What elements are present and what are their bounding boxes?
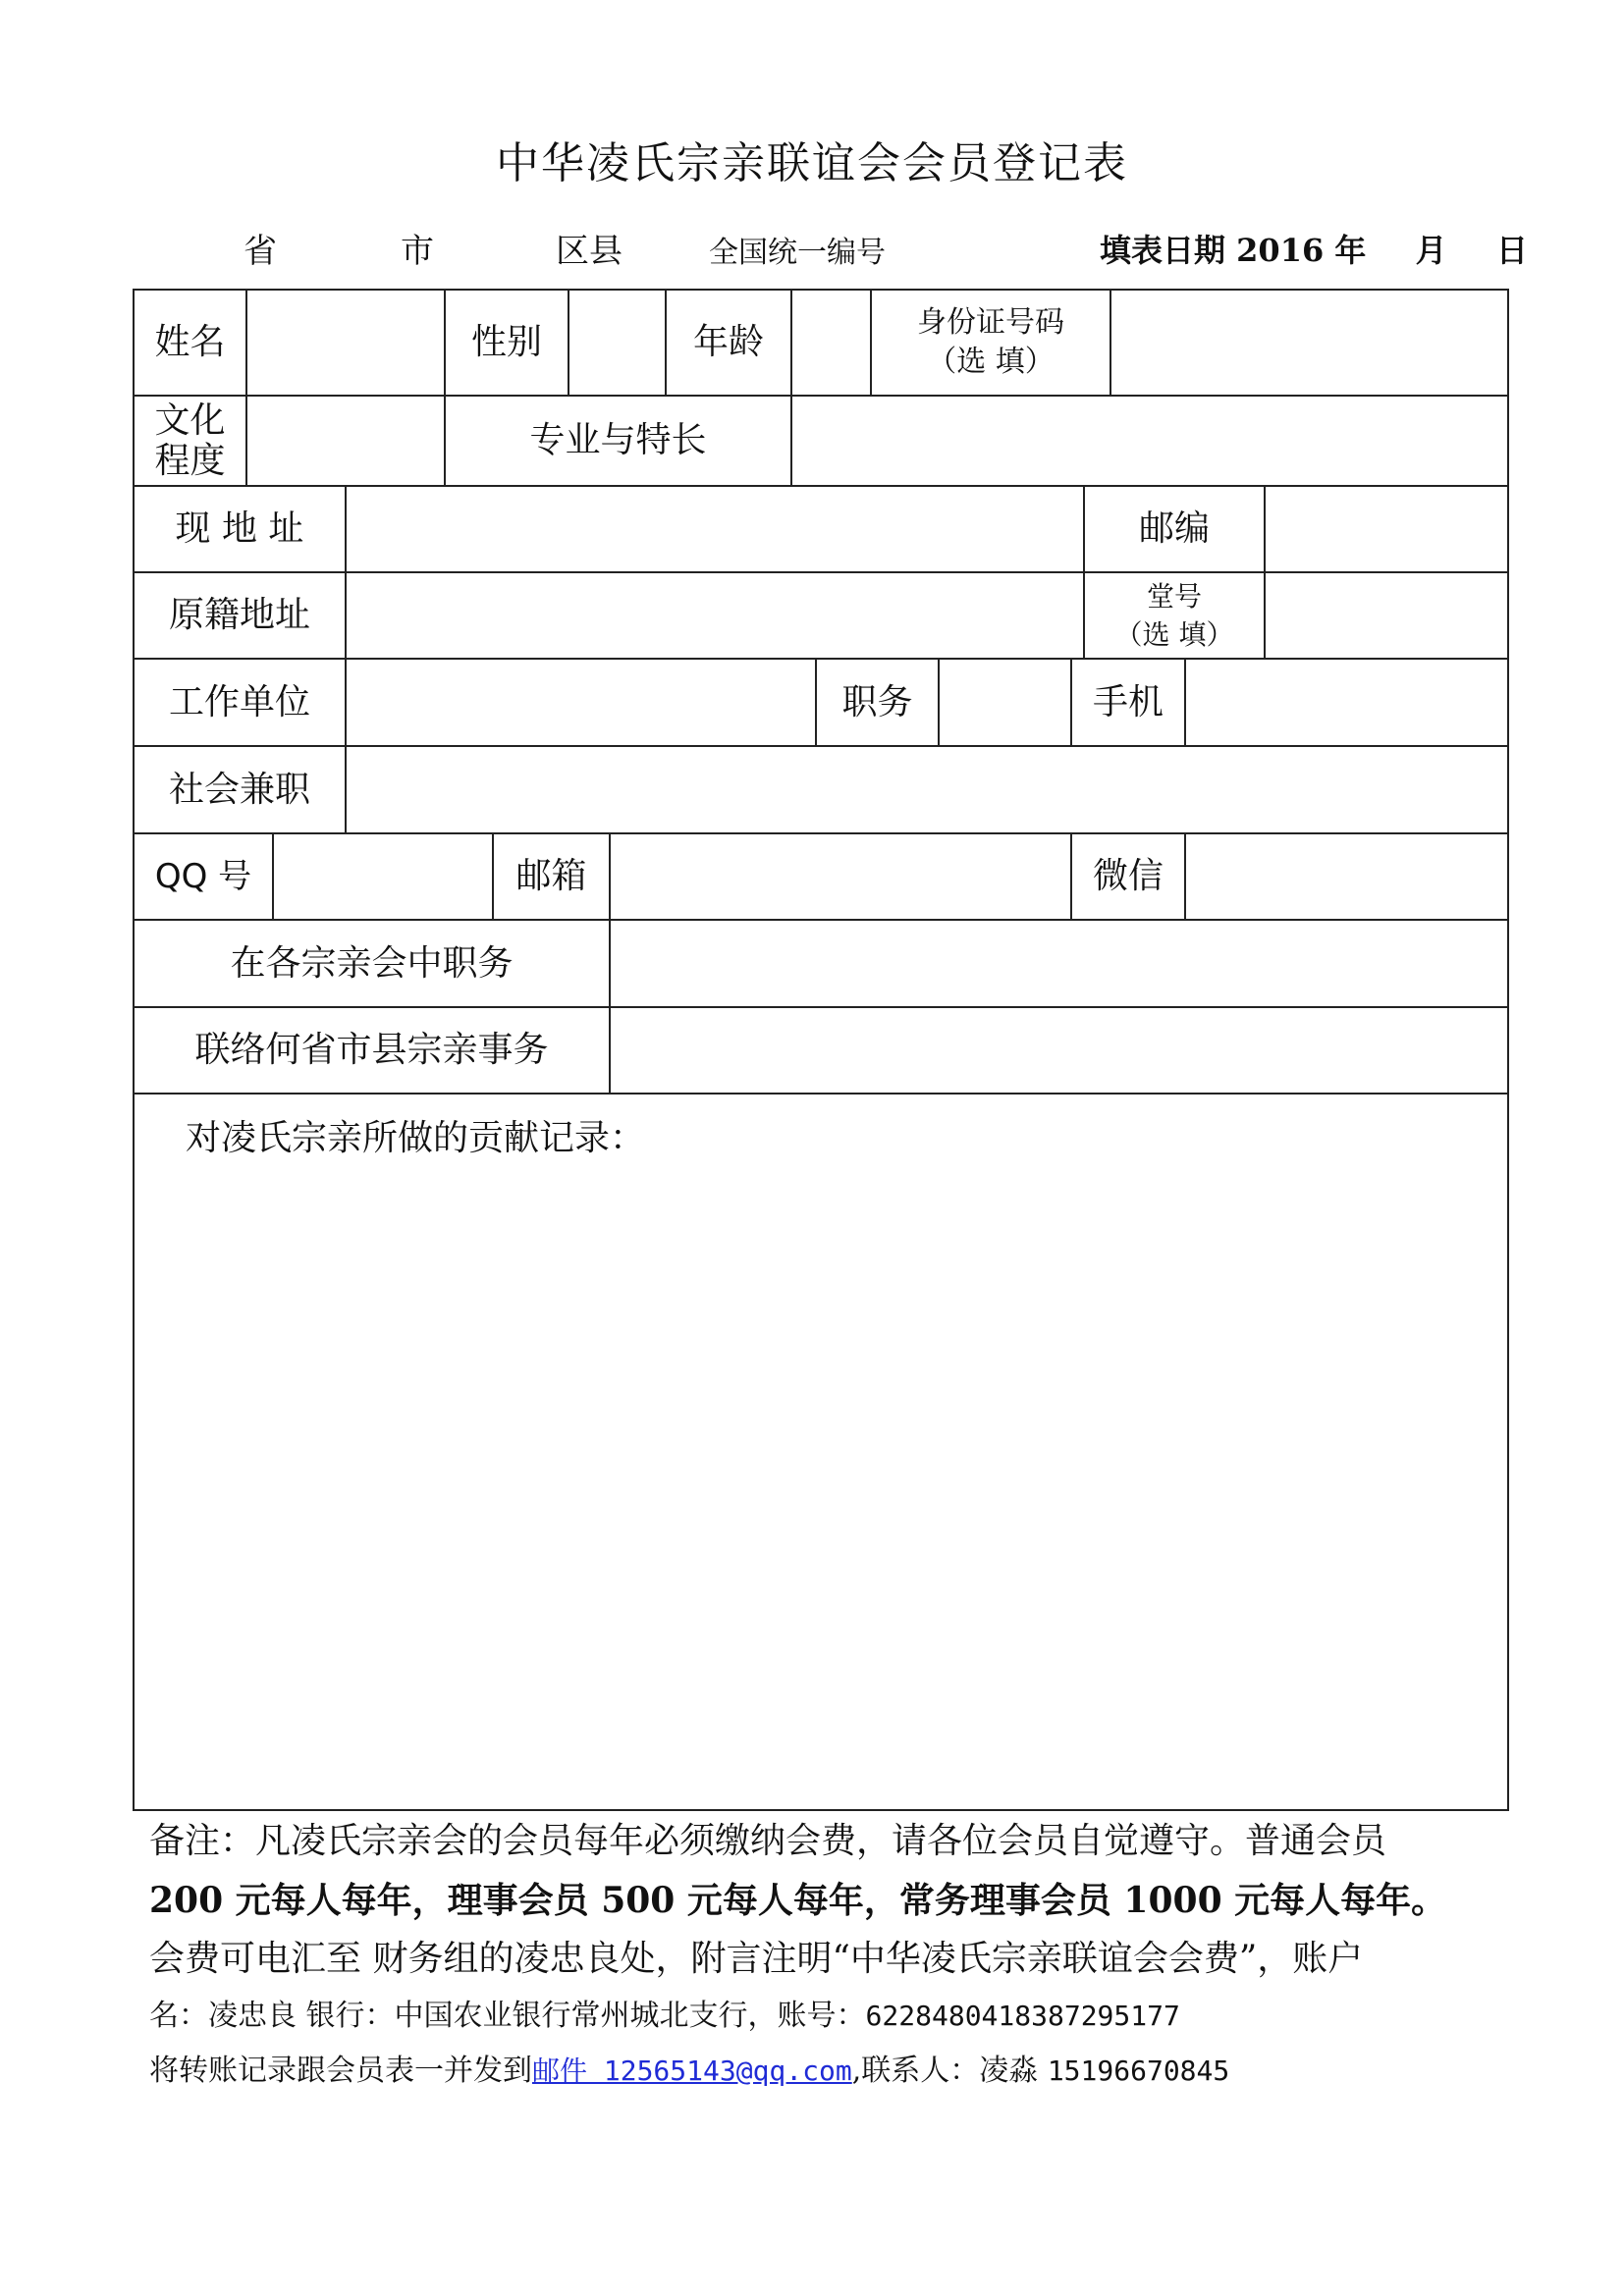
fill-date (1100, 226, 1528, 271)
current-address-label: 现 地 址 (175, 508, 304, 550)
current-address-field[interactable] (347, 487, 1083, 571)
education-label (135, 397, 245, 485)
mobile-label: 手机 (1092, 681, 1164, 722)
fill-date-month: 月 (1415, 232, 1447, 269)
notes-section (149, 1812, 1494, 2099)
clan-positions-label: 在各宗亲会中职务 (230, 942, 514, 984)
send-records-text: 将转账记录跟会员表一并发到 (149, 2054, 532, 2088)
specialty-field[interactable] (792, 397, 1507, 485)
name-label: 姓名 (154, 322, 226, 363)
education-label-line1: 文化 (154, 400, 226, 441)
province-label: 省 (244, 232, 277, 271)
wechat-field[interactable] (1186, 834, 1507, 919)
social-roles-label: 社会兼职 (168, 769, 310, 810)
education-label-line2: 程度 (154, 441, 226, 481)
position-label: 职务 (841, 681, 913, 722)
id-number-optional: （选 填） (927, 345, 1055, 379)
qq-field[interactable] (274, 834, 492, 919)
fill-date-prefix: 填表日期 (1100, 232, 1226, 269)
gender-field[interactable] (569, 291, 665, 395)
hall-name-optional: （选 填） (1114, 618, 1234, 651)
specialty-label: 专业与特长 (529, 420, 707, 461)
hall-name-label-text: 堂号 (1146, 579, 1202, 613)
position-field[interactable] (940, 660, 1070, 745)
notes-line-2: 200 元每人每年，理事会员 500 元每人每年，常务理事会员 1000 元每人每年。 (149, 1880, 1447, 1921)
age-field[interactable] (792, 291, 870, 395)
hall-name-label (1085, 573, 1264, 658)
district-label: 区县 (556, 232, 623, 271)
education-field[interactable] (247, 397, 444, 485)
account-info: 名：凌忠良 银行：中国农业银行常州城北支行，账号： (149, 1999, 866, 2033)
contributions-field[interactable] (135, 1170, 1507, 1808)
email-field[interactable] (611, 834, 1070, 919)
fill-date-year: 2016 (1236, 232, 1325, 269)
native-address-field[interactable] (347, 573, 1083, 658)
id-number-label-text: 身份证号码 (917, 304, 1064, 340)
postcode-field[interactable] (1266, 487, 1507, 571)
liaison-label: 联络何省市县宗亲事务 (194, 1030, 549, 1071)
contact-text: ,联系人：凌淼 (851, 2054, 1048, 2088)
notes-line-5 (149, 2044, 1494, 2099)
liaison-field[interactable] (611, 1008, 1507, 1093)
wechat-label: 微信 (1092, 856, 1164, 897)
postcode-label: 邮编 (1138, 508, 1210, 550)
notes-line-4 (149, 1989, 1494, 2044)
age-label: 年龄 (692, 322, 764, 363)
workplace-field[interactable] (347, 660, 815, 745)
gender-label: 性别 (470, 322, 542, 363)
email-label: 邮箱 (515, 856, 587, 897)
id-number-field[interactable] (1111, 291, 1507, 395)
workplace-label: 工作单位 (168, 681, 310, 722)
social-roles-field[interactable] (347, 747, 1507, 832)
fill-date-day: 日 (1495, 232, 1528, 269)
id-number-label (872, 291, 1110, 395)
national-id-label: 全国统一编号 (709, 236, 886, 270)
fill-date-year-suffix: 年 (1334, 232, 1367, 269)
contact-phone: 15196670845 (1047, 2055, 1230, 2087)
account-number: 6228480418387295177 (865, 2000, 1180, 2032)
name-field[interactable] (247, 291, 444, 395)
form-title: 中华凌氏宗亲联谊会会员登记表 (496, 138, 1128, 188)
notes-line-1: 备注：凡凌氏宗亲会的会员每年必须缴纳会费，请各位会员自觉遵守。普通会员 (149, 1821, 1387, 1861)
native-address-label: 原籍地址 (168, 595, 310, 636)
mobile-field[interactable] (1186, 660, 1507, 745)
notes-line-3: 会费可电汇至 财务组的凌忠良处，附言注明“中华凌氏宗亲联谊会会费”，账户 (149, 1939, 1364, 1979)
clan-positions-field[interactable] (611, 921, 1507, 1006)
contributions-label: 对凌氏宗亲所做的贡献记录： (186, 1118, 646, 1159)
city-label: 市 (401, 232, 434, 271)
hall-name-field[interactable] (1266, 573, 1507, 658)
qq-label: QQ 号 (154, 856, 252, 896)
email-link[interactable]: 邮件 12565143@qq.com (532, 2055, 852, 2087)
